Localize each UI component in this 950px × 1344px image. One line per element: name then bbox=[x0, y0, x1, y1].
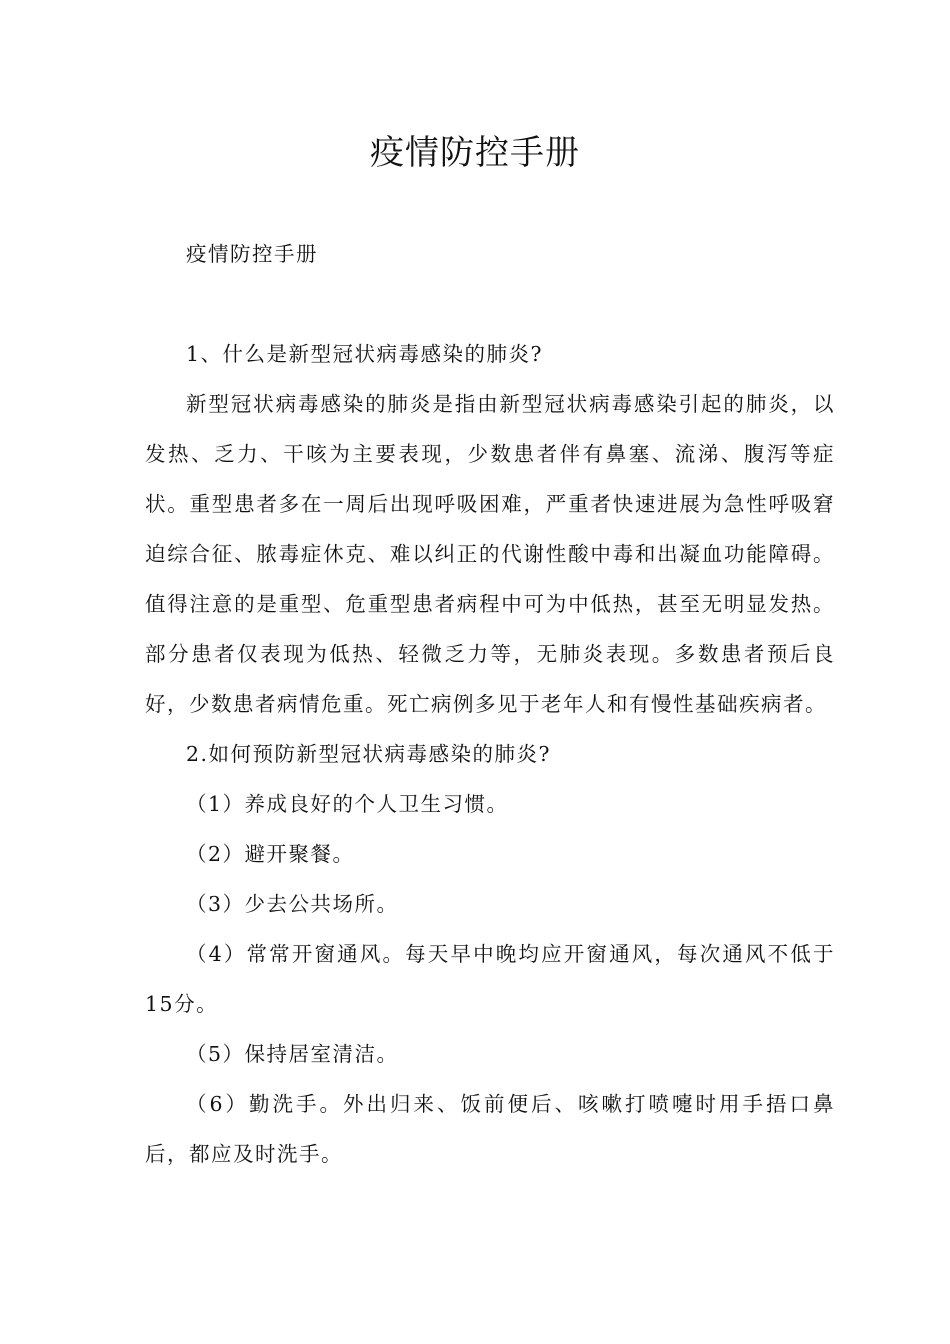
prevention-item-5: （5）保持居室清洁。 bbox=[186, 1042, 399, 1066]
prevention-item-3: （3）少去公共场所。 bbox=[186, 892, 399, 916]
answer-1-paragraph: 新型冠状病毒感染的肺炎是指由新型冠状病毒感染引起的肺炎，以发热、乏力、干咳为主要表现，少数患者伴有鼻塞、流涕、腹泻等症状。重型患者多在一周后出现呼吸困难，严重者快速进展为急性呼吸窘迫综合征、脓毒症休克、难以纠正的代谢性酸中毒和出凝血功能障碍。值得注意的是重型、危重型患者病程中可为中低热，甚至无明显发热。部分患者仅表现为低热、轻微乏力等，无肺炎表现。多数患者预后良好，少数患者病情危重。死亡病例多见于老年人和有慢性基础疾病者。 bbox=[145, 392, 835, 716]
document-body bbox=[145, 229, 835, 1179]
document-subtitle: 疫情防控手册 bbox=[186, 242, 318, 266]
prevention-item-1: （1）养成良好的个人卫生习惯。 bbox=[186, 792, 509, 816]
document-title: 疫情防控手册 bbox=[370, 133, 580, 173]
prevention-item-6: （6）勤洗手。外出归来、饭前便后、咳嗽打喷嚏时用手捂口鼻后，都应及时洗手。 bbox=[145, 1092, 835, 1166]
blank-line bbox=[145, 279, 835, 329]
question-2-heading: 2.如何预防新型冠状病毒感染的肺炎? bbox=[186, 742, 552, 766]
question-1-heading: 1、什么是新型冠状病毒感染的肺炎? bbox=[186, 342, 544, 366]
prevention-item-2: （2）避开聚餐。 bbox=[186, 842, 355, 866]
prevention-item-4: （4）常常开窗通风。每天早中晚均应开窗通风，每次通风不低于15分。 bbox=[145, 942, 835, 1016]
